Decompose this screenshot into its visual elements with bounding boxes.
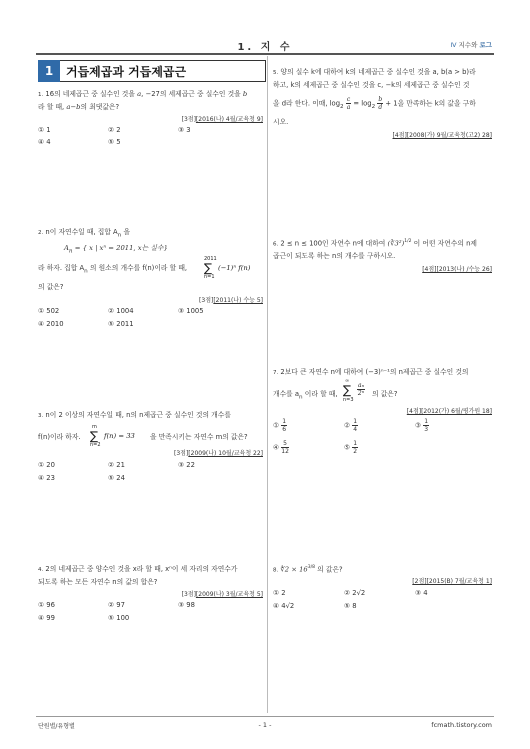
question-text: f(n)이라 하자. xyxy=(38,433,81,441)
fraction xyxy=(377,96,383,111)
math-expr: ∜2 × 16 xyxy=(280,565,308,574)
question-number: 6. xyxy=(273,241,279,248)
question-text: 라 할 때, xyxy=(38,103,65,111)
unit-highlight: 로그 xyxy=(479,41,492,49)
question-text: 라 하자. 집합 A xyxy=(38,264,85,272)
source-ref: [4점][2008(가) 9월/교육청(고2) 28] xyxy=(392,132,492,139)
question-source xyxy=(199,295,263,304)
choice-label: ⑤ xyxy=(344,443,351,452)
choice-label: ③ xyxy=(415,421,422,430)
choice[interactable]: ④ 23 xyxy=(38,474,55,482)
column-divider xyxy=(267,56,268,713)
choice-label: ④ xyxy=(273,443,280,452)
choice[interactable]: ⑤ 2011 xyxy=(108,320,134,328)
question-source xyxy=(182,114,263,123)
sigma-symbol: ∑ xyxy=(204,261,213,275)
choice[interactable] xyxy=(415,418,429,433)
subscript: n xyxy=(299,394,303,401)
question-text: 의 최댓값은? xyxy=(80,103,120,111)
question-number: 8. xyxy=(273,567,279,574)
choice[interactable]: ③ 3 xyxy=(178,126,191,134)
choice[interactable]: ④ 2010 xyxy=(38,320,64,328)
choice[interactable]: ② 1004 xyxy=(108,307,134,315)
denominator: a xyxy=(346,104,351,111)
choice[interactable]: ② 21 xyxy=(108,461,125,469)
choice[interactable] xyxy=(344,440,358,455)
footer-rule xyxy=(36,716,494,717)
numerator: 1 xyxy=(353,418,358,425)
denominator: d xyxy=(378,104,383,111)
question-text: 의 값은? xyxy=(317,565,343,574)
choice[interactable]: ② 2 xyxy=(108,126,121,134)
question-5-equation xyxy=(273,96,495,113)
section-number: 1 xyxy=(38,60,60,82)
subscript: n xyxy=(68,248,73,255)
points: [3점] xyxy=(173,450,189,457)
header-rule xyxy=(36,53,494,55)
sum-upper: m xyxy=(92,424,97,430)
numerator: b xyxy=(378,96,383,103)
fraction xyxy=(281,418,287,433)
question-source xyxy=(174,448,263,457)
source-ref: [2009(나) 3월/교육청 5] xyxy=(195,591,263,598)
question-text-line xyxy=(38,262,187,277)
question-text: 2 ≤ n ≤ 100인 자연수 n에 대하여 xyxy=(280,239,386,248)
sum-upper: ∞ xyxy=(345,378,350,384)
choice[interactable]: ① 96 xyxy=(38,601,55,609)
points: [3점] xyxy=(181,116,196,123)
question-number: 2. xyxy=(38,230,44,236)
question-text: 2보다 큰 자연수 n에 대하여 (−3)ⁿ⁻¹의 n제곱근 중 실수인 것의 xyxy=(280,368,469,376)
fraction xyxy=(352,440,358,455)
question-text: 의 원소의 개수를 f(n)이라 할 때, xyxy=(89,264,188,272)
fraction xyxy=(423,418,429,433)
math-var: A xyxy=(64,244,69,252)
numerator: 1 xyxy=(353,440,358,447)
denominator: 4 xyxy=(353,426,358,433)
choice[interactable]: ① 502 xyxy=(38,307,60,315)
subscript: 2 xyxy=(340,103,344,110)
points: [3점] xyxy=(181,591,196,598)
math-expr: = { x | xⁿ = 2011, x는 실수} xyxy=(74,244,168,252)
choice[interactable] xyxy=(273,440,289,455)
sum-body: f(n) = 33 xyxy=(104,432,135,440)
source-ref: [2011(나) 수능 5] xyxy=(213,297,263,304)
unit-label xyxy=(450,40,492,49)
question-text: , −27의 세제곱근 중 실수인 것을 xyxy=(141,90,241,98)
question-number: 7. xyxy=(273,370,279,376)
numerator: aₙ xyxy=(358,382,365,389)
question-text: 을 d라 한다. 이때, log xyxy=(273,99,341,108)
question-text: 시오. xyxy=(273,118,289,126)
choice-label: ② xyxy=(344,421,351,430)
fraction xyxy=(281,440,289,455)
question-source xyxy=(407,406,492,415)
choice[interactable]: ⑤ 24 xyxy=(108,474,125,482)
question-source xyxy=(412,576,492,585)
fraction xyxy=(346,96,351,111)
question-4 xyxy=(38,563,266,588)
choice[interactable] xyxy=(344,418,358,433)
numerator: c xyxy=(346,96,351,103)
math-var: a xyxy=(137,90,142,98)
points: [3점] xyxy=(199,297,214,304)
sum-upper: 2011 xyxy=(204,256,217,262)
question-number: 3. xyxy=(38,413,44,419)
question-text: n이 자연수일 때, 집합 A xyxy=(45,228,118,236)
choice[interactable]: ① 2 xyxy=(273,589,286,597)
unit-text: 지수와 xyxy=(458,41,478,49)
denominator: 3 xyxy=(424,426,429,433)
question-text: 을 만족시키는 자연수 m의 값은? xyxy=(150,433,248,441)
question-source xyxy=(393,130,493,139)
sum-lower: n=1 xyxy=(204,274,215,280)
question-6 xyxy=(273,236,495,262)
fraction xyxy=(352,418,358,433)
question-text: 하고, k의 세제곱근 중 실수인 것을 c, −k의 세제곱근 중 실수인 것 xyxy=(273,81,470,89)
footer-category: 단원별/유형별 xyxy=(38,723,75,730)
question-source xyxy=(182,589,263,598)
numerator: 1 xyxy=(424,418,429,425)
choice[interactable]: ① 1 xyxy=(38,126,51,134)
question-text: 이 어떤 자연수의 n제 xyxy=(413,239,477,248)
source-ref: [2009(나) 10월/교육청 22] xyxy=(188,450,263,457)
source-ref: [4점][2013(나) /수능 26] xyxy=(422,266,492,273)
question-text: + 1을 만족하는 k의 값을 구하 xyxy=(385,99,476,108)
denominator: 2ⁿ xyxy=(357,390,365,397)
choice[interactable]: ③ 22 xyxy=(178,461,195,469)
sigma-symbol: ∑ xyxy=(343,383,352,397)
superscript: 1/2 xyxy=(404,239,412,244)
choice[interactable]: ③ 1005 xyxy=(178,307,204,315)
question-2 xyxy=(38,226,266,241)
sum-body: (−1)ⁿ f(n) xyxy=(218,264,251,272)
math-var: b xyxy=(242,90,248,98)
numerator: 5 xyxy=(283,440,287,447)
question-text: 2의 네제곱근 중 양수인 것을 x라 할 때, xⁿ이 세 자리의 자연수가 xyxy=(45,565,238,573)
denominator: 2 xyxy=(353,448,358,455)
question-number: 5. xyxy=(273,70,279,76)
choice-label: ① xyxy=(273,421,280,430)
fraction xyxy=(357,382,365,397)
unit-roman: Ⅳ xyxy=(450,41,457,49)
denominator: 12 xyxy=(281,448,289,455)
choice[interactable]: ④ 99 xyxy=(38,614,55,622)
choice[interactable]: ⑤ 5 xyxy=(108,138,121,146)
sum-lower: n=2 xyxy=(90,442,101,448)
question-number: 4. xyxy=(38,567,44,573)
superscript: 3/8 xyxy=(307,565,315,570)
question-text: = log xyxy=(353,99,372,108)
section-title: 거듭제곱과 거듭제곱근 xyxy=(66,65,187,79)
sum-lower: n=3 xyxy=(343,397,354,403)
subscript: n xyxy=(117,232,122,239)
choice[interactable]: ② 2√2 xyxy=(344,589,366,597)
source-ref: [2점][2015(B) 7월/교육청 1] xyxy=(412,578,492,585)
denominator: 6 xyxy=(282,426,287,433)
question-text: n이 2 이상의 자연수일 때, n의 n제곱근 중 실수인 것의 개수를 xyxy=(45,411,231,419)
question-text: 의 값은? xyxy=(38,283,64,291)
question-text: 이라 할 때, xyxy=(304,390,338,398)
sigma-symbol: ∑ xyxy=(90,429,99,443)
page-number: - 1 - xyxy=(258,721,272,729)
question-text: 16의 네제곱근 중 실수인 것을 xyxy=(45,90,135,98)
question-text: 의 값은? xyxy=(372,390,398,398)
chapter-title: 1. 지 수 xyxy=(237,42,293,53)
choice[interactable]: ③ 4 xyxy=(415,589,428,597)
question-text: 되도록 하는 모든 자연수 n의 값의 합은? xyxy=(38,578,158,586)
question-text: 곱근이 되도록 하는 n의 개수를 구하시오. xyxy=(273,252,396,261)
math-expr: a−b xyxy=(66,103,81,111)
set-definition xyxy=(64,242,168,257)
question-5 xyxy=(273,66,495,91)
choice[interactable]: ⑤ 8 xyxy=(344,602,357,610)
footer-site: fcmath.tistory.com xyxy=(431,721,492,729)
choice[interactable] xyxy=(273,418,287,433)
question-text: 개수를 a xyxy=(273,390,300,398)
question-3 xyxy=(38,409,266,422)
question-text-line xyxy=(273,388,338,403)
source-ref: [2016(나) 4월/교육청 9] xyxy=(195,116,263,123)
summation xyxy=(204,256,264,280)
choice[interactable]: ③ 98 xyxy=(178,601,195,609)
question-number: 1. xyxy=(38,92,44,98)
choice[interactable]: ① 20 xyxy=(38,461,55,469)
source-ref: [4점][2012(가) 6월/평가원 18] xyxy=(406,408,492,415)
question-text: 을 xyxy=(123,228,131,236)
question-8 xyxy=(273,562,343,576)
subscript: 2 xyxy=(371,103,376,110)
math-expr: (∛3²) xyxy=(387,239,405,248)
question-source xyxy=(422,264,492,273)
question-1 xyxy=(38,88,266,113)
choice[interactable]: ④ 4√2 xyxy=(273,602,295,610)
summation xyxy=(90,424,140,448)
subscript: n xyxy=(84,268,88,275)
choice[interactable]: ⑤ 100 xyxy=(108,614,130,622)
numerator: 1 xyxy=(282,418,287,425)
question-text: 양의 실수 k에 대하여 k의 네제곱근 중 실수인 것을 a, b(a > b)라 xyxy=(280,68,476,76)
choice[interactable]: ④ 4 xyxy=(38,138,51,146)
choice[interactable]: ② 97 xyxy=(108,601,125,609)
